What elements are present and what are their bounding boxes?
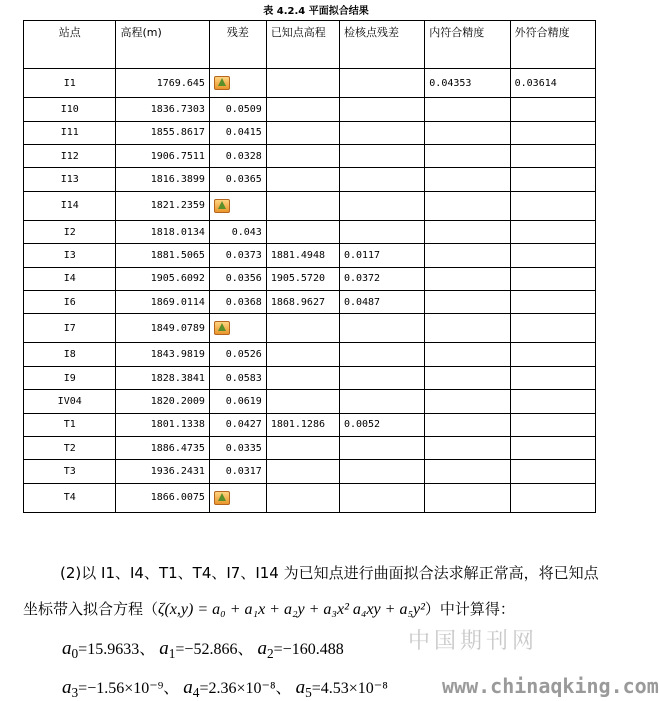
cell-elev: 1769.645 — [116, 69, 209, 98]
cell-outer — [510, 390, 595, 413]
cell-outer: 0.03614 — [510, 69, 595, 98]
cell-check — [339, 343, 424, 366]
cell-inner — [425, 460, 510, 483]
cell-elev: 1855.8617 — [116, 121, 209, 144]
cell-station: IV04 — [24, 390, 116, 413]
cell-resid: 0.0356 — [209, 267, 266, 290]
table-row — [24, 98, 596, 121]
cell-check — [339, 121, 424, 144]
cell-known — [266, 366, 339, 389]
cell-outer — [510, 144, 595, 167]
cell-station: T2 — [24, 436, 116, 459]
cell-elev: 1821.2359 — [116, 191, 209, 220]
coef-a4: 2.36×10⁻⁸ — [208, 680, 276, 697]
coef-a2: −160.488 — [282, 641, 344, 658]
cell-resid: 0.0509 — [209, 98, 266, 121]
cell-resid: 0.043 — [209, 220, 266, 243]
table-row — [24, 191, 596, 220]
cell-known — [266, 168, 339, 191]
cell-outer — [510, 244, 595, 267]
header-known-elevation: 已知点高程 — [266, 21, 339, 69]
watermark-logo-text: 中国期刊网 — [408, 629, 539, 654]
cell-elev: 1843.9819 — [116, 343, 209, 366]
cell-inner — [425, 314, 510, 343]
paragraph-line-1: (2)以 I1、I4、T1、T4、I7、I14 为已知点进行曲面拟合法求解正常高，将已知点 — [60, 564, 599, 582]
cell-station: T1 — [24, 413, 116, 436]
cell-inner — [425, 168, 510, 191]
header-elevation: 高程(m) — [116, 21, 209, 69]
header-check-residual: 检核点残差 — [339, 21, 424, 69]
cell-known: 1905.5720 — [266, 267, 339, 290]
coef-a3: −1.56×10⁻⁹ — [87, 680, 164, 697]
cell-outer — [510, 436, 595, 459]
cell-outer — [510, 460, 595, 483]
cell-inner — [425, 98, 510, 121]
cell-check — [339, 69, 424, 98]
cell-station: I2 — [24, 220, 116, 243]
paragraph-line-2 — [23, 598, 623, 619]
cell-station: T3 — [24, 460, 116, 483]
cell-elev: 1869.0114 — [116, 290, 209, 313]
cell-resid: 0.0526 — [209, 343, 266, 366]
cell-elev: 1905.6092 — [116, 267, 209, 290]
coef-a5: 4.53×10⁻⁸ — [320, 680, 388, 697]
cell-check — [339, 220, 424, 243]
cell-inner — [425, 366, 510, 389]
cell-station: T4 — [24, 483, 116, 512]
table-caption: 表 4.2.4 平面拟合结果 — [263, 6, 369, 17]
cell-resid: 0.0415 — [209, 121, 266, 144]
cell-outer — [510, 314, 595, 343]
table-row — [24, 460, 596, 483]
cell-outer — [510, 191, 595, 220]
cell-check — [339, 483, 424, 512]
cell-station: I11 — [24, 121, 116, 144]
table-row — [24, 267, 596, 290]
cell-inner — [425, 413, 510, 436]
coefficient-line-2: $a_3=-1.56\times 10^{-9}$、 $a_4=2.36\times 10^{-8}$、 $a_5=4.53\times 10^{-8}$ — [62, 677, 388, 701]
cell-outer — [510, 168, 595, 191]
cell-check: 0.0052 — [339, 413, 424, 436]
cell-station: I6 — [24, 290, 116, 313]
cell-elev: 1881.5065 — [116, 244, 209, 267]
cell-resid: 0.0427 — [209, 413, 266, 436]
cell-station: I3 — [24, 244, 116, 267]
cell-check — [339, 144, 424, 167]
cell-station: I7 — [24, 314, 116, 343]
cell-known — [266, 314, 339, 343]
cell-elev: 1906.7511 — [116, 144, 209, 167]
cell-inner — [425, 191, 510, 220]
table-row — [24, 121, 596, 144]
cell-resid: 0.0619 — [209, 390, 266, 413]
table-row — [24, 366, 596, 389]
cell-inner — [425, 390, 510, 413]
table-row — [24, 413, 596, 436]
cell-inner — [425, 144, 510, 167]
cell-known — [266, 220, 339, 243]
table-row — [24, 436, 596, 459]
cell-elev: 1828.3841 — [116, 366, 209, 389]
cell-resid: 0.0335 — [209, 436, 266, 459]
paragraph-suffix: ）中计算得： — [424, 600, 515, 618]
cell-resid — [209, 191, 266, 220]
table-row — [24, 220, 596, 243]
table-row — [24, 290, 596, 313]
cell-resid — [209, 483, 266, 512]
header-inner-precision: 内符合精度 — [425, 21, 510, 69]
cell-elev: 1886.4735 — [116, 436, 209, 459]
cell-inner — [425, 244, 510, 267]
cell-outer — [510, 413, 595, 436]
cell-resid: 0.0583 — [209, 366, 266, 389]
cell-outer — [510, 98, 595, 121]
cell-known — [266, 191, 339, 220]
coef-a0: 15.9633 — [87, 641, 140, 658]
cell-outer — [510, 343, 595, 366]
cell-check — [339, 366, 424, 389]
cell-check: 0.0372 — [339, 267, 424, 290]
cell-known — [266, 436, 339, 459]
watermark-url: www.chinaqking.com — [442, 674, 659, 698]
cell-known — [266, 144, 339, 167]
cell-outer — [510, 483, 595, 512]
cell-outer — [510, 366, 595, 389]
cell-resid: 0.0317 — [209, 460, 266, 483]
cell-check — [339, 98, 424, 121]
cell-elev: 1849.0789 — [116, 314, 209, 343]
fit-equation: ζ(x,y) = a₀ + a₁x + a₂y + a₃x² a₄xy + a₅y² — [158, 601, 425, 618]
cell-elev: 1866.0075 — [116, 483, 209, 512]
warning-icon — [214, 321, 230, 335]
table-row — [24, 244, 596, 267]
table-row — [24, 314, 596, 343]
coef-a1: −52.866 — [184, 641, 238, 658]
cell-known — [266, 343, 339, 366]
cell-inner — [425, 343, 510, 366]
fit-results-table — [23, 20, 596, 513]
cell-station: I1 — [24, 69, 116, 98]
header-outer-precision: 外符合精度 — [510, 21, 595, 69]
cell-known — [266, 460, 339, 483]
table-row — [24, 144, 596, 167]
cell-elev: 1801.1338 — [116, 413, 209, 436]
cell-check — [339, 191, 424, 220]
header-residual: 残差 — [209, 21, 266, 69]
cell-inner — [425, 121, 510, 144]
cell-check — [339, 460, 424, 483]
coefficient-line-1: $a_0=15.9633$、 $a_1=-52.866$、 $a_2=-160.488$ — [62, 638, 344, 662]
cell-outer — [510, 290, 595, 313]
cell-station: I12 — [24, 144, 116, 167]
cell-station: I9 — [24, 366, 116, 389]
cell-elev: 1936.2431 — [116, 460, 209, 483]
cell-check — [339, 436, 424, 459]
cell-inner — [425, 220, 510, 243]
cell-check — [339, 390, 424, 413]
cell-resid: 0.0373 — [209, 244, 266, 267]
cell-check: 0.0117 — [339, 244, 424, 267]
cell-resid: 0.0368 — [209, 290, 266, 313]
table-row — [24, 168, 596, 191]
table-header-row — [24, 21, 596, 69]
cell-known: 1801.1286 — [266, 413, 339, 436]
cell-outer — [510, 121, 595, 144]
cell-known: 1881.4948 — [266, 244, 339, 267]
table-row — [24, 69, 596, 98]
cell-inner — [425, 290, 510, 313]
cell-known — [266, 483, 339, 512]
table-row — [24, 483, 596, 512]
warning-icon — [214, 199, 230, 213]
cell-elev: 1820.2009 — [116, 390, 209, 413]
cell-inner — [425, 483, 510, 512]
cell-outer — [510, 267, 595, 290]
cell-station: I10 — [24, 98, 116, 121]
cell-inner — [425, 267, 510, 290]
paragraph-prefix: 坐标带入拟合方程（ — [23, 600, 159, 618]
cell-station: I13 — [24, 168, 116, 191]
cell-resid — [209, 69, 266, 98]
header-station: 站点 — [24, 21, 116, 69]
cell-check — [339, 314, 424, 343]
cell-resid — [209, 314, 266, 343]
cell-elev: 1836.7303 — [116, 98, 209, 121]
cell-elev: 1816.3899 — [116, 168, 209, 191]
cell-resid: 0.0328 — [209, 144, 266, 167]
cell-known: 1868.9627 — [266, 290, 339, 313]
cell-known — [266, 98, 339, 121]
table-row — [24, 390, 596, 413]
cell-station: I8 — [24, 343, 116, 366]
cell-station: I4 — [24, 267, 116, 290]
cell-outer — [510, 220, 595, 243]
cell-inner: 0.04353 — [425, 69, 510, 98]
cell-known — [266, 121, 339, 144]
cell-check — [339, 168, 424, 191]
warning-icon — [214, 491, 230, 505]
cell-elev: 1818.0134 — [116, 220, 209, 243]
cell-known — [266, 390, 339, 413]
cell-check: 0.0487 — [339, 290, 424, 313]
cell-inner — [425, 436, 510, 459]
cell-resid: 0.0365 — [209, 168, 266, 191]
cell-known — [266, 69, 339, 98]
table-row — [24, 343, 596, 366]
cell-station: I14 — [24, 191, 116, 220]
warning-icon — [214, 76, 230, 90]
